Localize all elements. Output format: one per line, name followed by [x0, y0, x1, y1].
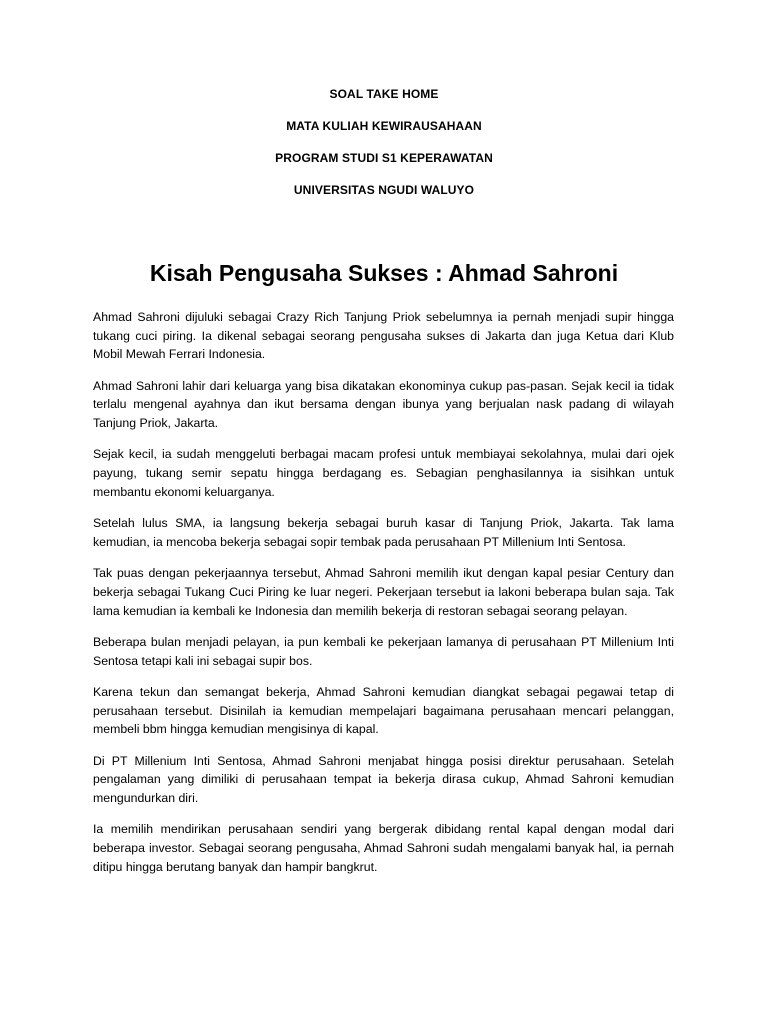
document-header: [0, 87, 768, 215]
header-line-universitas: UNIVERSITAS NGUDI WALUYO: [293, 183, 475, 197]
paragraph: Ia memilih mendirikan perusahaan sendiri yang bergerak dibidang rental kapal dengan modal dari beberapa investor. Sebagai seorang pengusaha, Ahmad Sahroni sudah mengalami banyak hal, ia pernah ditipu hingga berutang banyak dan hampir bangkrut.: [93, 822, 674, 874]
paragraph: Beberapa bulan menjadi pelayan, ia pun kembali ke pekerjaan lamanya di perusahaan PT Millenium Inti Sentosa tetapi kali ini sebagai supir bos.: [93, 634, 674, 668]
header-line-soal: SOAL TAKE HOME: [329, 87, 439, 101]
paragraph: Tak puas dengan pekerjaannya tersebut, Ahmad Sahroni memilih ikut dengan kapal pesiar Century dan bekerja sebagai Tukang Cuci Piring ke luar negeri. Pekerjaan tersebut ia lakoni beberapa bulan saja. Tak lama kemudian ia kembali ke Indonesia dan memilih bekerja di restoran sebagai seorang pelayan.: [93, 566, 674, 618]
paragraph: Ahmad Sahroni dijuluki sebagai Crazy Rich Tanjung Priok sebelumnya ia pernah menjadi supir hingga tukang cuci piring. Ia dikenal sebagai seorang pengusaha sukses di Jakarta dan juga Ketua dari Klub Mobil Mewah Ferrari Indonesia.: [93, 310, 674, 362]
paragraph: Ahmad Sahroni lahir dari keluarga yang bisa dikatakan ekonominya cukup pas-pasan. Sejak kecil ia tidak terlalu mengenal ayahnya dan ikut bersama dengan ibunya yang berjualan nask padang di wilayah Tanjung Priok, Jakarta.: [93, 378, 674, 431]
header-line-program-studi: PROGRAM STUDI S1 KEPERAWATAN: [275, 151, 493, 165]
document-body: [93, 308, 674, 889]
document-title: Kisah Pengusaha Sukses : Ahmad Sahroni: [149, 260, 619, 286]
paragraph: Setelah lulus SMA, ia langsung bekerja sebagai buruh kasar di Tanjung Priok, Jakarta. Tak lama kemudian, ia mencoba bekerja sebagai sopir tembak pada perusahaan PT Millenium Inti Sentosa.: [93, 516, 674, 549]
header-line-mata-kuliah: MATA KULIAH KEWIRAUSAHAAN: [286, 119, 482, 133]
paragraph: Sejak kecil, ia sudah menggeluti berbagai macam profesi untuk membiayai sekolahnya, mulai dari ojek payung, tukang semir sepatu hingga berdagang es. Sebagian penghasilannya ia sisihkan untuk membantu ekonomi keluarganya.: [93, 447, 674, 499]
paragraph: Di PT Millenium Inti Sentosa, Ahmad Sahroni menjabat hingga posisi direktur perusahaan. Setelah pengalaman yang dimiliki di perusahaan tempat ia bekerja dirasa cukup, Ahmad Sahroni kemudian mengundurkan diri.: [93, 753, 674, 805]
paragraph: Karena tekun dan semangat bekerja, Ahmad Sahroni kemudian diangkat sebagai pegawai tetap di perusahaan tersebut. Disinilah ia kemudian mempelajari bagaimana perusahaan mencari pelanggan, membeli bbm hingga kemudian mengisinya di kapal.: [93, 684, 674, 737]
